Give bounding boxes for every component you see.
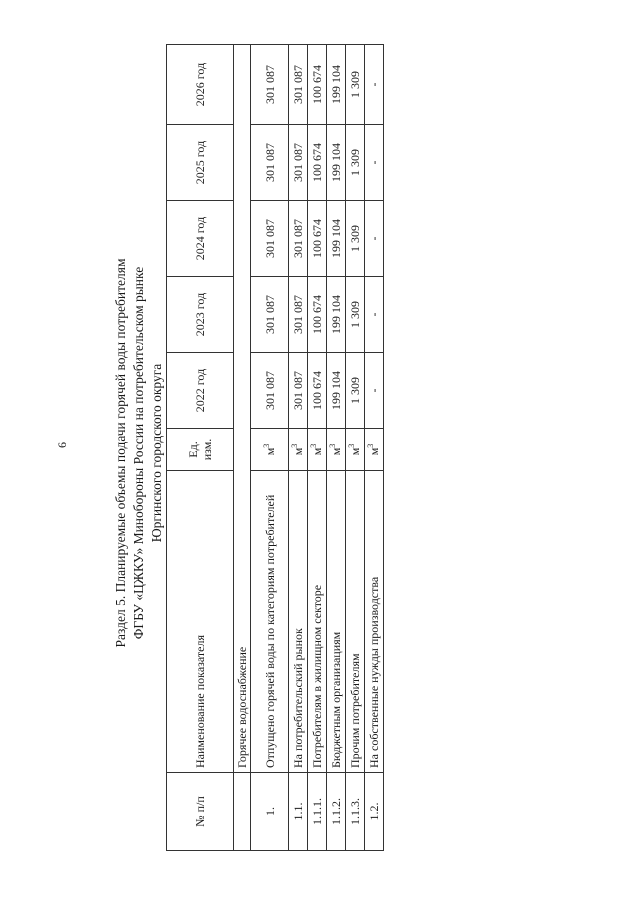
unit-base: м [329, 447, 343, 456]
row-value-2023: 199 104 [327, 277, 346, 353]
section-label: Горячее водоснабжение [234, 45, 251, 773]
row-num: 1.1.3. [346, 773, 365, 851]
unit-base: м [367, 447, 381, 456]
table-row [327, 45, 346, 851]
row-value-2025: - [365, 125, 384, 201]
table-row [251, 45, 289, 851]
unit-base: м [310, 447, 324, 456]
row-unit [289, 429, 308, 471]
row-value-2025: 301 087 [251, 125, 289, 201]
row-value-2022: - [365, 353, 384, 429]
unit-sup: 3 [290, 443, 299, 448]
row-num: 1.1. [289, 773, 308, 851]
header-2022: 2022 год [167, 353, 234, 429]
unit-sup: 3 [366, 443, 375, 448]
header-row [167, 45, 234, 851]
row-unit [308, 429, 327, 471]
unit-sup: 3 [261, 443, 271, 448]
header-num: № п/п [167, 773, 234, 851]
section-spacer [234, 773, 251, 851]
table-row [365, 45, 384, 851]
row-num: 1.1.2. [327, 773, 346, 851]
section-row [234, 45, 251, 851]
title-line-2: ФГБУ «ЦЖКУ» Минобороны России на потребительском рынке [131, 266, 146, 640]
row-value-2022: 199 104 [327, 353, 346, 429]
page-number: 6 [55, 442, 69, 448]
row-value-2023: 100 674 [308, 277, 327, 353]
row-value-2023: 1 309 [346, 277, 365, 353]
row-value-2024: - [365, 201, 384, 277]
unit-base: м [348, 447, 362, 456]
row-value-2026: 100 674 [308, 45, 327, 125]
row-value-2026: - [365, 45, 384, 125]
table-row [308, 45, 327, 851]
row-unit [365, 429, 384, 471]
title-line-3: Юргинского городского округа [149, 363, 164, 543]
row-value-2024: 301 087 [251, 201, 289, 277]
row-value-2023: 301 087 [251, 277, 289, 353]
unit-sup: 3 [309, 443, 318, 448]
row-value-2026: 301 087 [289, 45, 308, 125]
row-value-2023: 301 087 [289, 277, 308, 353]
row-value-2022: 301 087 [289, 353, 308, 429]
row-value-2026: 1 309 [346, 45, 365, 125]
row-value-2023: - [365, 277, 384, 353]
section-title [112, 33, 166, 873]
row-value-2022: 301 087 [251, 353, 289, 429]
table-row [346, 45, 365, 851]
row-name: Потребителям в жилищном секторе [308, 471, 327, 773]
row-name: Прочим потребителям [346, 471, 365, 773]
header-2026: 2026 год [167, 45, 234, 125]
row-name: На потребительский рынок [289, 471, 308, 773]
table-row [289, 45, 308, 851]
header-2023: 2023 год [167, 277, 234, 353]
header-name: Наименование показателя [167, 471, 234, 773]
row-value-2024: 100 674 [308, 201, 327, 277]
row-value-2024: 301 087 [289, 201, 308, 277]
row-unit [251, 429, 289, 471]
row-num: 1. [251, 773, 289, 851]
header-2025: 2025 год [167, 125, 234, 201]
row-num: 1.1.1. [308, 773, 327, 851]
row-value-2025: 301 087 [289, 125, 308, 201]
row-value-2022: 100 674 [308, 353, 327, 429]
row-unit [346, 429, 365, 471]
row-value-2025: 100 674 [308, 125, 327, 201]
row-value-2024: 199 104 [327, 201, 346, 277]
row-value-2024: 1 309 [346, 201, 365, 277]
unit-sup: 3 [328, 443, 337, 448]
rotated-page-content [100, 33, 600, 873]
row-value-2026: 301 087 [251, 45, 289, 125]
header-2024: 2024 год [167, 201, 234, 277]
row-name: Бюджетным организациям [327, 471, 346, 773]
row-name: Отпущено горячей воды по категориям потребителей [251, 471, 289, 773]
header-unit: Ед. изм. [167, 429, 234, 471]
row-value-2025: 199 104 [327, 125, 346, 201]
title-line-1: Раздел 5. Планируемые объемы подачи горячей воды потребителям [113, 258, 128, 648]
row-name: На собственные нужды производства [365, 471, 384, 773]
row-unit [327, 429, 346, 471]
row-num: 1.2. [365, 773, 384, 851]
hot-water-table [166, 44, 384, 851]
unit-base: м [262, 447, 277, 456]
row-value-2025: 1 309 [346, 125, 365, 201]
unit-base: м [291, 447, 305, 456]
row-value-2022: 1 309 [346, 353, 365, 429]
row-value-2026: 199 104 [327, 45, 346, 125]
unit-sup: 3 [347, 443, 356, 448]
